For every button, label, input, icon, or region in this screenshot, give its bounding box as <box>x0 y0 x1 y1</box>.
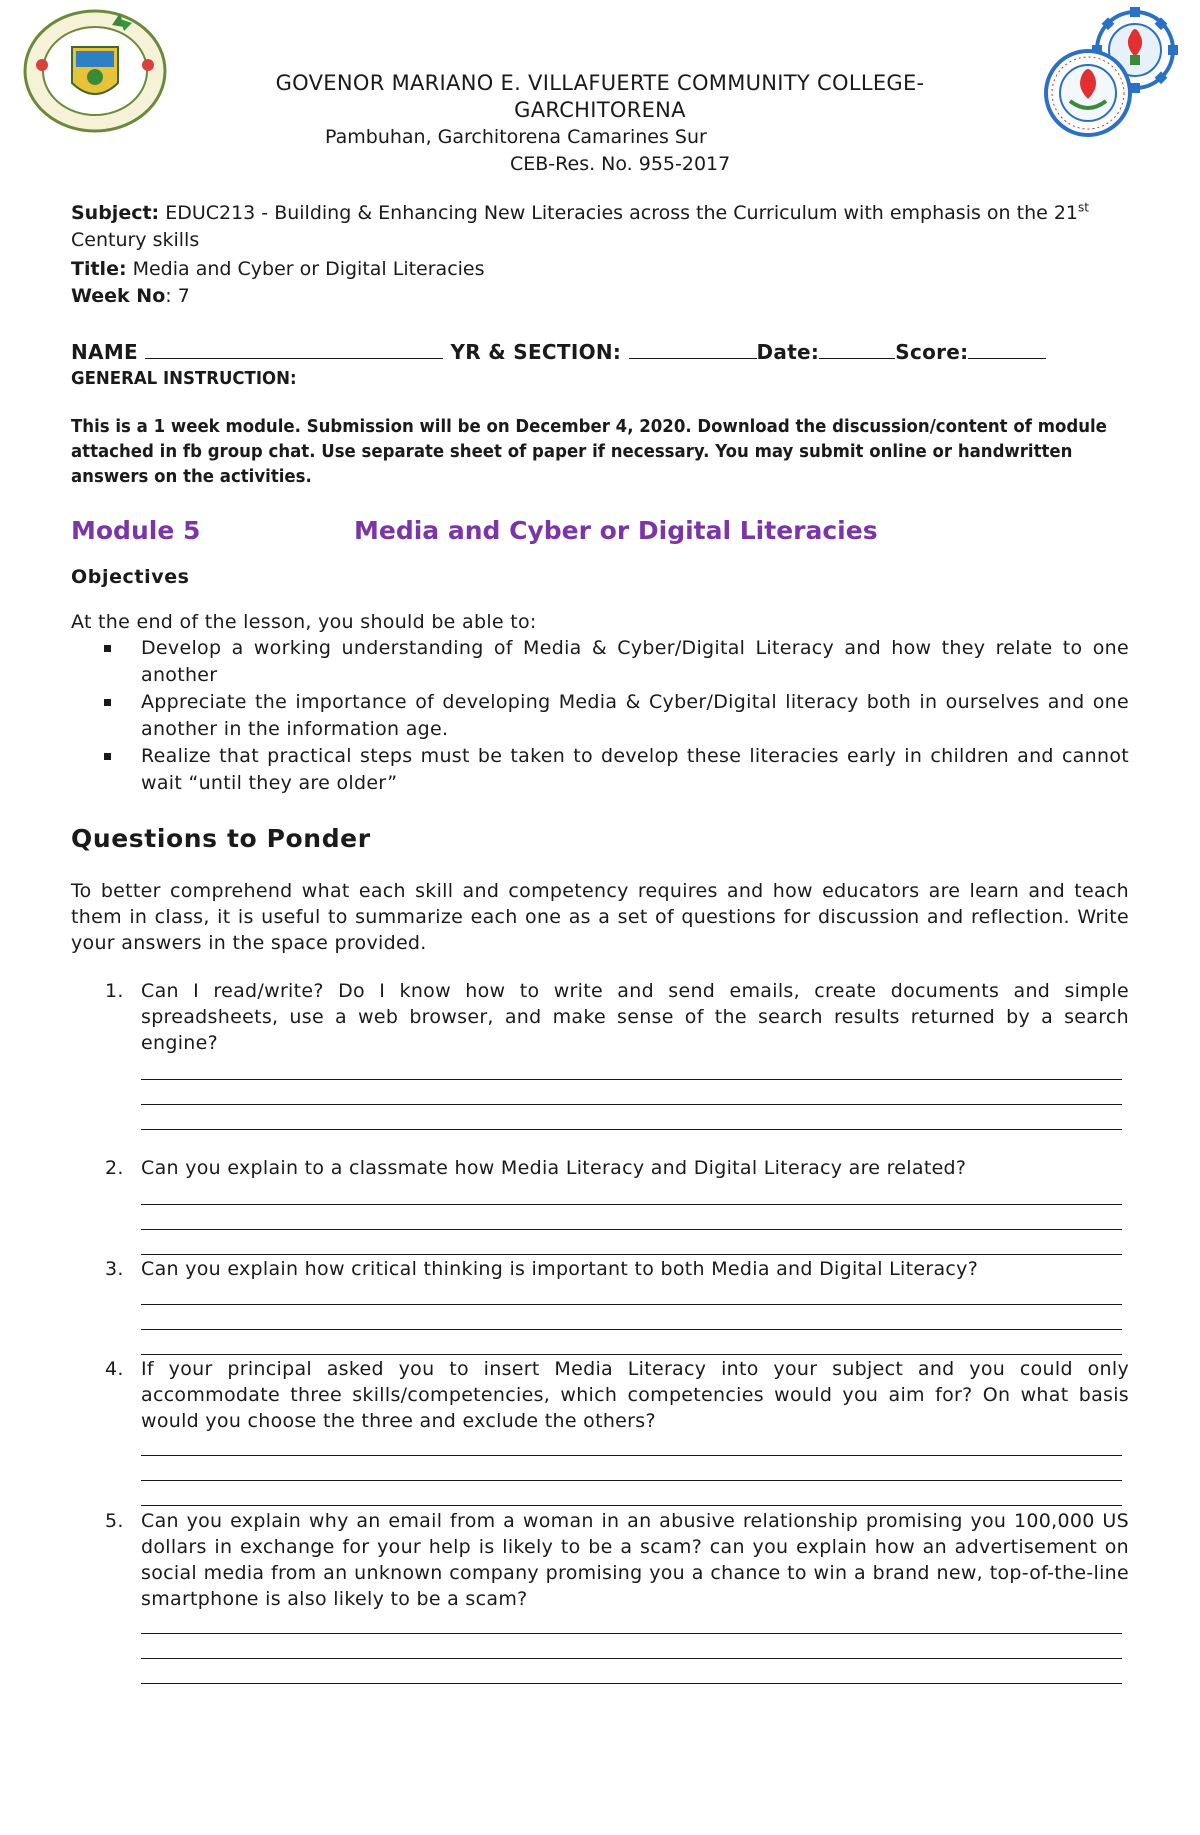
objectives-intro: At the end of the lesson, you should be able to: <box>71 611 537 633</box>
answer-line[interactable] <box>141 1104 1122 1105</box>
bullet-icon <box>104 699 111 706</box>
objective-text: Develop a working understanding of Media & Cyber/Digital Literacy and how they relate to one another <box>141 637 1129 686</box>
college-name-line1: GOVENOR MARIANO E. VILLAFUERTE COMMUNITY COLLEGE- <box>275 71 925 95</box>
answer-line[interactable] <box>141 1505 1122 1506</box>
name-blank[interactable] <box>145 338 443 359</box>
module-number: Module 5 <box>71 516 201 545</box>
question-number: 5. <box>105 1510 124 1532</box>
objective-item <box>71 635 1129 689</box>
score-label: Score: <box>895 340 969 364</box>
general-instruction-text: This is a 1 week module. Submission will be on December 4, 2020. Download the discussion/content of module attached in fb group chat. Use separate sheet of paper if necessary. You may submit online or handwritten answers on the activities. <box>71 416 1107 487</box>
question-number: 4. <box>105 1358 124 1380</box>
subject-label: Subject: <box>71 202 160 224</box>
answer-line[interactable] <box>141 1304 1122 1305</box>
week-label: Week No <box>71 285 166 307</box>
question-text: Can I read/write? Do I know how to write and send emails, create documents and simple spreadsheets, use a web browser, and make sense of the search results returned by a search engine? <box>141 980 1129 1054</box>
questions-heading: Questions to Ponder <box>71 824 371 853</box>
objective-text: Realize that practical steps must be taken to develop these literacies early in children and cannot wait “until they are older” <box>141 745 1129 794</box>
answer-line[interactable] <box>141 1204 1122 1205</box>
subject-line <box>71 200 1131 254</box>
subject-value: EDUC213 - Building & Enhancing New Literacies across the Curriculum with emphasis on the 21 <box>159 202 1079 224</box>
question-item <box>71 1356 1129 1434</box>
question-number: 1. <box>105 980 124 1002</box>
question-item <box>71 978 1129 1056</box>
question-number: 2. <box>105 1157 124 1179</box>
question-text: Can you explain how critical thinking is important to both Media and Digital Literacy? <box>141 1258 979 1280</box>
date-blank[interactable] <box>819 338 895 359</box>
section-blank[interactable] <box>629 338 757 359</box>
answer-line[interactable] <box>141 1480 1122 1481</box>
college-name-line2: GARCHITORENA <box>514 98 686 122</box>
week-line <box>71 283 1131 310</box>
objectives-list <box>71 635 1129 797</box>
subject-superscript: st <box>1078 200 1089 215</box>
answer-line[interactable] <box>141 1633 1122 1634</box>
title-value: Media and Cyber or Digital Literacies <box>126 258 485 280</box>
answer-line[interactable] <box>141 1229 1122 1230</box>
answer-line[interactable] <box>141 1254 1122 1255</box>
answer-line[interactable] <box>141 1354 1122 1355</box>
answer-line[interactable] <box>141 1079 1122 1080</box>
answer-line[interactable] <box>141 1329 1122 1330</box>
question-text: If your principal asked you to insert Media Literacy into your subject and you could only accommodate three skills/competencies, which competencies would you aim for? On what basis would you choose the three and exclude the others? <box>141 1358 1129 1432</box>
objective-text: Appreciate the importance of developing Media & Cyber/Digital literacy both in ourselves and one another in the information age. <box>141 691 1129 740</box>
question-item <box>71 1155 1129 1181</box>
answer-line[interactable] <box>141 1683 1122 1684</box>
module-title: Media and Cyber or Digital Literacies <box>354 516 878 545</box>
week-value: : 7 <box>165 285 190 307</box>
objective-item <box>71 689 1129 743</box>
general-instruction-heading: GENERAL INSTRUCTION: <box>71 368 297 389</box>
score-blank[interactable] <box>968 338 1046 359</box>
bullet-icon <box>104 645 111 652</box>
student-info-row <box>71 338 1046 364</box>
college-name <box>140 70 1060 124</box>
resolution-number: CEB-Res. No. 955-2017 <box>510 153 731 175</box>
objectives-heading: Objectives <box>71 566 190 588</box>
questions-intro: To better comprehend what each skill and competency requires and how educators are learn and teach them in class, it is useful to summarize each one as a set of questions for discussion and reflection. Write your answers in the space provided. <box>71 880 1129 954</box>
question-text: Can you explain to a classmate how Media Literacy and Digital Literacy are related? <box>141 1157 967 1179</box>
question-text: Can you explain why an email from a woman in an abusive relationship promising you 100,000 US dollars in exchange for your help is likely to be a scam? can you explain how an advertisement on social media from an unknown company promising you a chance to win a brand new, top-of-the-line smartphone is also likely to be a scam? <box>141 1510 1129 1610</box>
name-label: NAME <box>71 340 138 364</box>
title-line <box>71 256 1131 283</box>
title-label: Title: <box>71 258 127 280</box>
answer-line[interactable] <box>141 1129 1122 1130</box>
date-label: Date: <box>756 340 820 364</box>
answer-line[interactable] <box>141 1658 1122 1659</box>
section-label: YR & SECTION: <box>450 340 622 364</box>
bullet-icon <box>104 753 111 760</box>
subject-tail: Century skills <box>71 229 200 251</box>
question-item <box>71 1508 1129 1612</box>
college-address: Pambuhan, Garchitorena Camarines Sur <box>325 126 707 148</box>
question-item <box>71 1256 1129 1282</box>
answer-line[interactable] <box>141 1455 1122 1456</box>
objective-item <box>71 743 1129 797</box>
question-number: 3. <box>105 1258 124 1280</box>
